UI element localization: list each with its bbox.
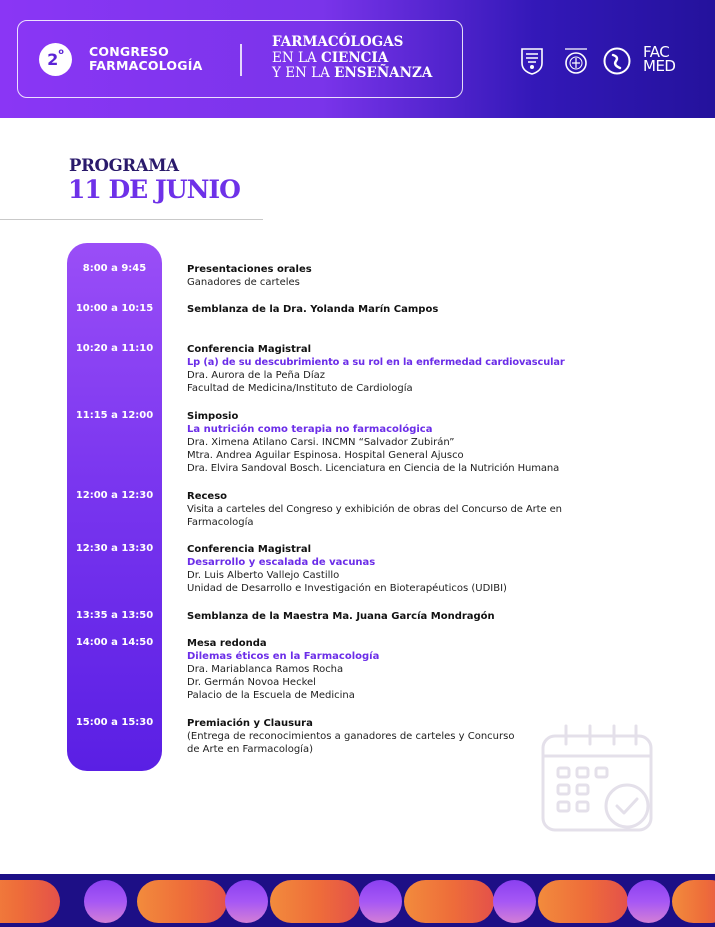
footer-pill-shape: [404, 880, 494, 923]
schedule-item: [187, 410, 617, 475]
item-line: de Arte en Farmacología): [187, 744, 313, 755]
footer-circle-shape: [84, 880, 127, 923]
time-slot: 15:00 a 15:30: [75, 717, 154, 728]
item-heading: Presentaciones orales: [187, 264, 312, 275]
schedule-item: [187, 303, 617, 316]
item-heading: Mesa redonda: [187, 638, 267, 649]
footer-circle-shape: [627, 880, 670, 923]
item-line: Visita a carteles del Congreso y exhibición de obras del Concurso de Arte en: [187, 504, 562, 515]
item-line: Unidad de Desarrollo e Investigación en Bioterapéuticos (UDIBI): [187, 583, 507, 594]
time-slot: 10:00 a 10:15: [75, 303, 154, 314]
item-heading: Semblanza de la Maestra Ma. Juana García Mondragón: [187, 611, 495, 622]
item-line: Dra. Mariablanca Ramos Rocha: [187, 664, 344, 675]
item-heading: Premiación y Clausura: [187, 718, 313, 729]
institutional-round-logo-icon: [603, 47, 631, 75]
footer-circle-shape: [359, 880, 402, 923]
schedule-item: [187, 637, 617, 702]
congress-name: CONGRESO FARMACOLOGÍA: [89, 44, 203, 73]
title-divider: [0, 219, 263, 220]
footer-pill-shape: [137, 880, 227, 923]
unam-shield-icon: [518, 47, 546, 75]
item-heading: Simposio: [187, 411, 239, 422]
item-line: Ganadores de carteles: [187, 277, 300, 288]
footer-circle-shape: [493, 880, 536, 923]
footer-circle-shape: [225, 880, 268, 923]
item-subtitle: La nutrición como terapia no farmacológica: [187, 424, 433, 435]
congress-theme: FARMACÓLOGAS EN LA CIENCIA Y EN LA ENSEÑANZA: [272, 34, 433, 81]
program-date: 11 DE JUNIO: [68, 175, 240, 204]
schedule-item: [187, 343, 617, 395]
item-line: Dra. Elvira Sandoval Bosch. Licenciatura en Ciencia de la Nutrición Humana: [187, 463, 560, 474]
time-slot: 8:00 a 9:45: [82, 263, 147, 274]
facmed-logo: FAC MED: [643, 43, 676, 75]
time-slot: 12:30 a 13:30: [75, 543, 154, 554]
item-line: Farmacología: [187, 517, 254, 528]
schedule-item: [187, 543, 617, 595]
header-divider: [240, 44, 242, 76]
item-heading: Conferencia Magistral: [187, 544, 312, 555]
schedule-item: [187, 490, 617, 529]
item-line: Dr. Germán Novoa Heckel: [187, 677, 316, 688]
item-line: Dra. Ximena Atilano Carsi. INCMN “Salvador Zubirán”: [187, 437, 455, 448]
item-line: (Entrega de reconocimientos a ganadores de carteles y Concurso: [187, 731, 515, 742]
time-slot: 11:15 a 12:00: [75, 410, 154, 421]
footer-pill-shape: [672, 880, 715, 923]
footer-pill-shape: [270, 880, 360, 923]
item-line: Dr. Luis Alberto Vallejo Castillo: [187, 570, 340, 581]
item-line: Facultad de Medicina/Instituto de Cardiología: [187, 383, 413, 394]
item-heading: Conferencia Magistral: [187, 344, 312, 355]
time-slot: 13:35 a 13:50: [75, 610, 154, 621]
time-column: [67, 243, 162, 771]
time-slot: 14:00 a 14:50: [75, 637, 154, 648]
item-subtitle: Lp (a) de su descubrimiento a su rol en la enfermedad cardiovascular: [187, 357, 565, 368]
item-heading: Semblanza de la Dra. Yolanda Marín Campos: [187, 304, 439, 315]
footer-decorative-band: [0, 874, 715, 927]
item-subtitle: Desarrollo y escalada de vacunas: [187, 557, 376, 568]
schedule-item: [187, 263, 617, 289]
facultad-medicina-seal-icon: [561, 47, 591, 75]
edition-badge: 2$^o$: [39, 43, 72, 76]
footer-pill-shape: [0, 880, 60, 923]
footer-pill-shape: [538, 880, 628, 923]
item-line: Mtra. Andrea Aguilar Espinosa. Hospital General Ajusco: [187, 450, 464, 461]
calendar-check-icon: [540, 722, 656, 838]
schedule-item: [187, 610, 617, 623]
time-slot: 12:00 a 12:30: [75, 490, 154, 501]
item-heading: Receso: [187, 491, 228, 502]
item-line: Dra. Aurora de la Peña Díaz: [187, 370, 325, 381]
time-slot: 10:20 a 11:10: [75, 343, 154, 354]
item-subtitle: Dilemas éticos en la Farmacología: [187, 651, 380, 662]
item-line: Palacio de la Escuela de Medicina: [187, 690, 355, 701]
header-banner: [0, 0, 715, 118]
program-label: PROGRAMA: [69, 156, 179, 175]
